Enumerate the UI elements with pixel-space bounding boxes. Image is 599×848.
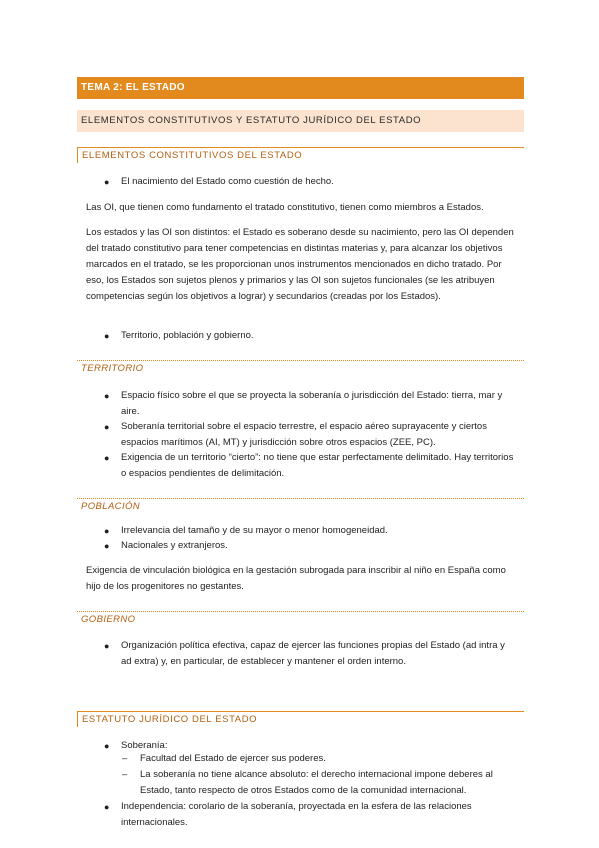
bullet-icon: ● [104, 541, 110, 551]
list-item-text: Independencia: corolario de la soberanía, proyectada en la esfera de las relaciones internacionales. [121, 801, 472, 828]
paragraph: Los estados y las OI son distintos: el Estado es soberano desde su nacimiento, pero las OI dependen del tratado constitutivo para tener competencias en distintas materias y, para alcanzar los objetivos marcados en el tratado, se les proporcionan unos instrumentos mencionados en dicho tratado. Por eso, los Estados son sujetos plenos y primarios y las OI son sujetos funcionales (se les atribuyen competencias según los objetivos a lograr) y secundarios (creadas por los Estados). [86, 227, 514, 302]
list-item-text: Organización política efectiva, capaz de ejercer las funciones propias del Estado (ad intra y ad extra) y, en particular, de establecer y mantener el orden interno. [121, 640, 505, 667]
list-item-text: Espacio físico sobre el que se proyecta la soberanía o jurisdicción del Estado: tierra, mar y aire. [121, 390, 503, 417]
list-item-text: Nacionales y extranjeros. [121, 540, 228, 551]
bullet-icon: ● [104, 177, 110, 187]
subsection-heading-territorio: TERRITORIO [77, 360, 524, 376]
list-item-text: Territorio, población y gobierno. [121, 330, 254, 341]
sub-list-item-text: Facultad del Estado de ejercer sus poderes. [140, 753, 326, 764]
list-item-text: Soberanía: [121, 740, 168, 751]
list-item-text: Irrelevancia del tamaño y de su mayor o menor homogeneidad. [121, 525, 388, 536]
subsection-heading-poblacion: POBLACIÓN [77, 498, 524, 514]
bullet-icon: ● [104, 526, 110, 536]
dash-icon: – [122, 769, 128, 780]
bullet-icon: ● [104, 641, 110, 651]
subsection-heading-gobierno: GOBIERNO [77, 611, 524, 627]
section-heading-elementos: ELEMENTOS CONSTITUTIVOS DEL ESTADO [77, 147, 524, 163]
document-subtitle: ELEMENTOS CONSTITUTIVOS Y ESTATUTO JURÍDICO DEL ESTADO [77, 110, 524, 132]
section-heading-estatuto: ESTATUTO JURÍDICO DEL ESTADO [77, 711, 524, 727]
list-item-text: El nacimiento del Estado como cuestión de hecho. [121, 176, 334, 187]
bullet-icon: ● [104, 422, 110, 432]
list-item-text: Soberanía territorial sobre el espacio terrestre, el espacio aéreo suprayacente y ciertos espacios marítimos (AI, MT) y jurisdicción sobre otros espacios (ZEE, PC). [121, 421, 487, 448]
document-title: TEMA 2: EL ESTADO [77, 77, 524, 99]
bullet-icon: ● [104, 741, 110, 751]
bullet-icon: ● [104, 391, 110, 401]
bullet-icon: ● [104, 331, 110, 341]
list-item-text: Exigencia de un territorio “cierto”: no tiene que estar perfectamente delimitado. Hay territorios o espacios pendientes de delimitación. [121, 452, 514, 479]
paragraph: Las OI, que tienen como fundamento el tratado constitutivo, tienen como miembros a Estados. [86, 202, 484, 213]
sub-list-item-text: La soberanía no tiene alcance absoluto: el derecho internacional impone deberes al Estado, tanto respecto de otros Estados como de la comunidad internacional. [140, 769, 493, 796]
paragraph: Exigencia de vinculación biológica en la gestación subrogada para inscribir al niño en España como hijo de los progenitores no gestantes. [86, 565, 506, 592]
bullet-icon: ● [104, 802, 110, 812]
bullet-icon: ● [104, 453, 110, 463]
dash-icon: – [122, 753, 128, 764]
